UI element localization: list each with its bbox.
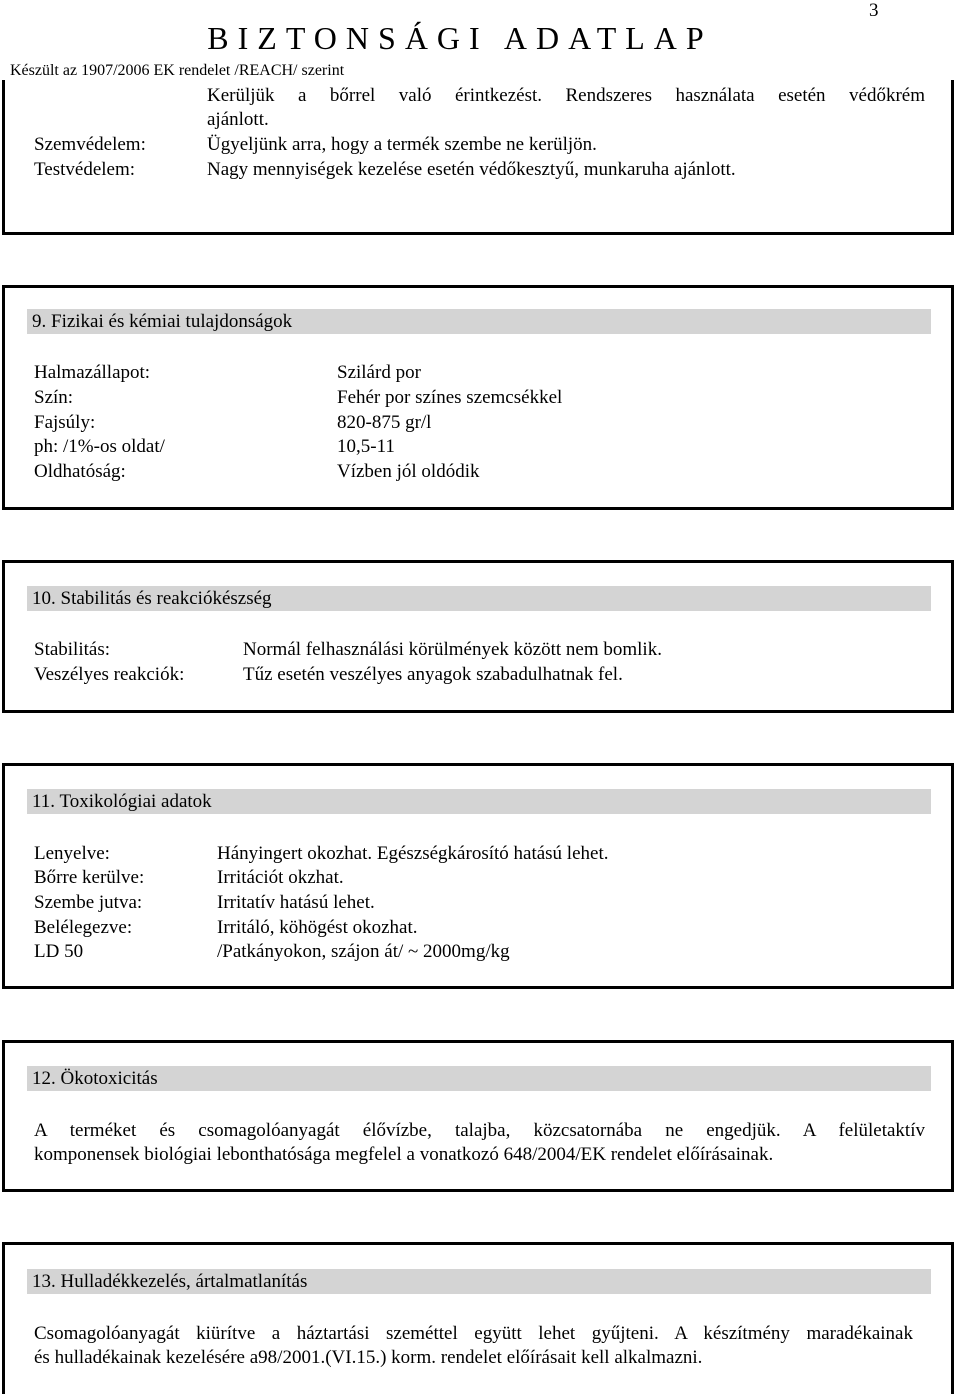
property-value: Fehér por színes szemcsékkel [337,387,563,408]
section-13-box [2,1242,954,1394]
ecotox-text-line-1: A terméket és csomagolóanyagát élővízbe, talajba, közcsatornába ne engedjük. A felületaktív [34,1120,925,1141]
tox-value: Irritáló, köhögést okozhat. [217,917,418,938]
section-11-title: 11. Toxikológiai adatok [27,789,931,814]
section-13-title: 13. Hulladékkezelés, ártalmatlanítás [27,1269,931,1294]
ecotox-text-line-2: komponensek biológiai lebonthatósága megfelel a vonatkozó 648/2004/EK rendelet előírásainak. [34,1144,774,1165]
tox-label: Bőrre kerülve: [34,867,145,888]
document-subtitle: Készült az 1907/2006 EK rendelet /REACH/ szerint [10,62,345,79]
section-9-title: 9. Fizikai és kémiai tulajdonságok [27,309,931,334]
disposal-text-line-1: Csomagolóanyagát kiürítve a háztartási szeméttel együtt lehet gyűjteni. A készítmény maradékainak [34,1323,913,1344]
skin-protection-text-cont: ajánlott. [207,109,269,130]
property-label: Fajsúly: [34,412,96,433]
property-value: 10,5-11 [337,436,395,457]
tox-value: Irritációt okzhat. [217,867,344,888]
tox-label: Belélegezve: [34,917,133,938]
tox-label: LD 50 [34,941,84,962]
disposal-text-line-2: és hulladékainak kezelésére a98/2001.(VI.15.) korm. rendelet előírásait kell alkalmazni. [34,1347,703,1368]
property-label: Szín: [34,387,74,408]
skin-protection-text: Kerüljük a bőrrel való érintkezést. Rendszeres használata esetén védőkrém [207,85,925,106]
property-value: Szilárd por [337,362,421,383]
tox-value: Irritatív hatású lehet. [217,892,375,913]
stability-label: Stabilitás: [34,639,110,660]
stability-value: Normál felhasználási körülmények között nem bomlik. [243,639,662,660]
property-label: ph: /1%-os oldat/ [34,436,165,457]
page-number: 3 [869,0,879,21]
tox-value: Hányingert okozhat. Egészségkárosító hatású lehet. [217,843,609,864]
body-protection-text: Nagy mennyiségek kezelése esetén védőkesztyű, munkaruha ajánlott. [207,159,736,180]
eye-protection-label: Szemvédelem: [34,134,146,155]
property-label: Halmazállapot: [34,362,151,383]
body-protection-label: Testvédelem: [34,159,136,180]
property-label: Oldhatóság: [34,461,126,482]
hazardous-reactions-label: Veszélyes reakciók: [34,664,185,685]
document-title: BIZTONSÁGI ADATLAP [207,20,713,56]
section-10-box [2,560,954,713]
section-10-title: 10. Stabilitás és reakciókészség [27,586,931,611]
tox-label: Szembe jutva: [34,892,143,913]
hazardous-reactions-value: Tűz esetén veszélyes anyagok szabadulhatnak fel. [243,664,623,685]
property-value: 820-875 gr/l [337,412,432,433]
eye-protection-text: Ügyeljünk arra, hogy a termék szembe ne kerüljön. [207,134,597,155]
section-12-box [2,1040,954,1192]
tox-label: Lenyelve: [34,843,110,864]
property-value: Vízben jól oldódik [337,461,480,482]
tox-value: /Patkányokon, szájon át/ ~ 2000mg/kg [217,941,510,962]
section-12-title: 12. Ökotoxicitás [27,1066,931,1091]
